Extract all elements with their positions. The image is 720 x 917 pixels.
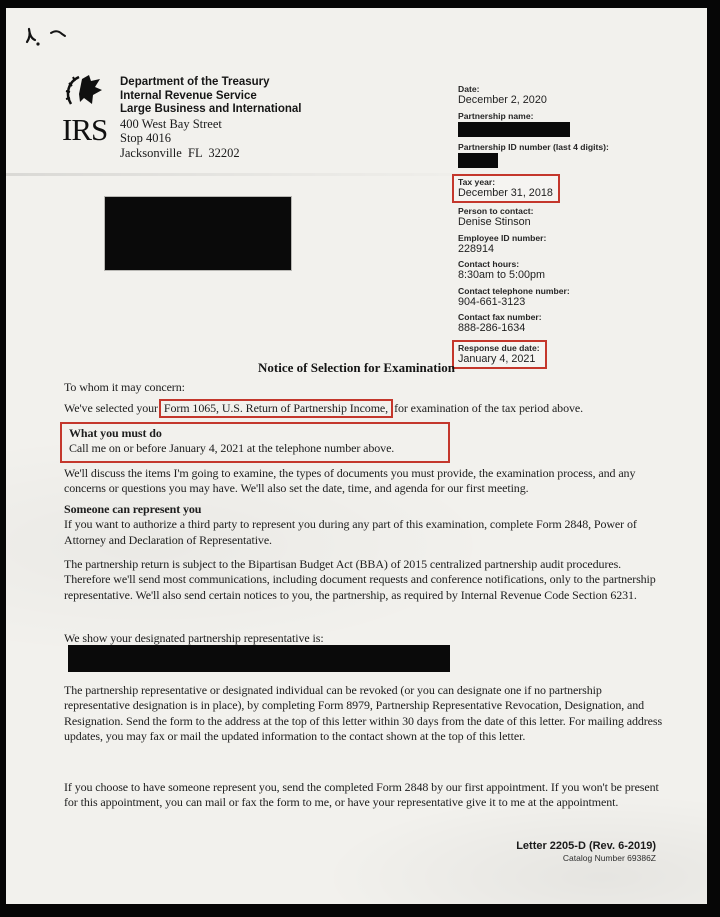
selected-prefix: We've selected your (64, 401, 158, 415)
info-value: Denise Stinson (458, 216, 531, 228)
info-row-partnership-name (458, 111, 673, 137)
letter-footer (516, 840, 656, 864)
selected-suffix: for examination of the tax period above. (394, 401, 583, 415)
scan-artifact-line (6, 173, 526, 176)
info-value: December 2, 2020 (458, 94, 547, 106)
agency-address-line: Stop 4016 (120, 131, 172, 145)
what-you-must-do-box (60, 422, 450, 463)
agency-address-line: Jacksonville FL 32202 (120, 145, 240, 160)
info-label: Person to contact: (458, 206, 534, 216)
catalog-number: Catalog Number 69386Z (562, 853, 656, 863)
section-text: Call me on or before January 4, 2021 at the telephone number above. (69, 441, 395, 456)
red-highlight-box (452, 174, 560, 204)
contact-info-panel (458, 84, 673, 372)
redaction-block-recipient (105, 197, 291, 270)
salutation: To whom it may concern: (64, 380, 185, 394)
letter-number: Letter 2205-D (Rev. 6-2019) (516, 840, 656, 852)
info-value: December 31, 2018 (458, 186, 553, 199)
info-label: Partnership ID number (last 4 digits): (458, 141, 609, 152)
info-label: Tax year: (458, 176, 496, 187)
info-row-fax (458, 312, 673, 335)
section-heading: What you must do (69, 426, 162, 440)
paragraph-discuss: We'll discuss the items I'm going to examine, the types of documents you must provide, the examination process, and any concerns or questions you may have. We'll also set the date, time, and agenda for our first meeting. (64, 466, 636, 496)
info-value: 888-286-1634 (458, 322, 526, 334)
redaction-bar (458, 122, 570, 137)
irs-wordmark: IRS (62, 112, 108, 147)
representative-intro: We show your designated partnership representative is: (64, 631, 324, 645)
info-label: Contact hours: (458, 259, 520, 269)
letter-title: Notice of Selection for Examination (258, 360, 455, 375)
irs-eagle-icon (62, 95, 108, 112)
info-label: Employee ID number: (458, 232, 547, 243)
agency-header (62, 74, 301, 160)
info-row-person-to-contact (458, 206, 673, 229)
agency-name-line: Internal Revenue Service (120, 89, 257, 102)
info-label: Response due date: (458, 342, 540, 353)
section-someone-can-represent (64, 502, 664, 548)
info-row-contact-hours (458, 259, 673, 282)
info-label: Contact fax number: (458, 312, 542, 322)
agency-address-line: 400 West Bay Street (120, 116, 222, 131)
info-label: Date: (458, 84, 480, 94)
paragraph-choose-representative: If you choose to have someone represent you, send the completed Form 2848 by our first appointment. If you won't be present for this appointment, you can mail or fax the form to me, or have your representative give it to me at the appointment. (64, 780, 659, 810)
section-heading: Someone can represent you (64, 502, 202, 516)
pen-scribble-mark (20, 24, 80, 59)
redaction-bar (458, 153, 498, 168)
paragraph-revoke: The partnership representative or designated individual can be revoked (or you can designate one if no partnership representative designation is in place), by completing Form 8979, Partnership Representative Revocation, Designation, and Resignation. Send the form to the address at the top of this letter within 30 days from the date of this letter. For mailing address updates, you may fax or mail the updated information to the contact shown at the top of this letter. (64, 683, 663, 744)
info-row-employee-id (458, 233, 673, 256)
info-row-partnership-id (458, 142, 673, 168)
agency-name-line: Department of the Treasury (120, 76, 270, 88)
info-value: 228914 (458, 242, 495, 255)
info-label: Contact telephone number: (458, 285, 570, 296)
info-value: January 4, 2021 (458, 352, 536, 365)
info-row-telephone (458, 286, 673, 309)
info-value: 8:30am to 5:00pm (458, 269, 546, 281)
info-row-date (458, 84, 673, 107)
info-row-tax-year (458, 173, 673, 207)
red-highlight-box: Form 1065, U.S. Return of Partnership Income, (159, 399, 393, 418)
selected-form-line (64, 401, 664, 416)
paragraph-bba: The partnership return is subject to the Bipartisan Budget Act (BBA) of 2015 centralized partnership audit procedures. Therefore we'll send most communications, including document requests and conference notifications, only to the partnership representative. We'll also send certain notices to you, the partnership, as required by Internal Revenue Code Section 6231. (64, 557, 656, 602)
section-text: If you want to authorize a third party to represent you during any part of this examination, complete Form 2848, Power of Attorney and Declaration of Representative. (64, 517, 637, 547)
info-label: Partnership name: (458, 110, 534, 121)
redaction-bar-representative (68, 645, 450, 672)
info-value: 904-661-3123 (458, 295, 526, 308)
letter-page (6, 8, 707, 904)
agency-name-line: Large Business and International (120, 103, 302, 115)
